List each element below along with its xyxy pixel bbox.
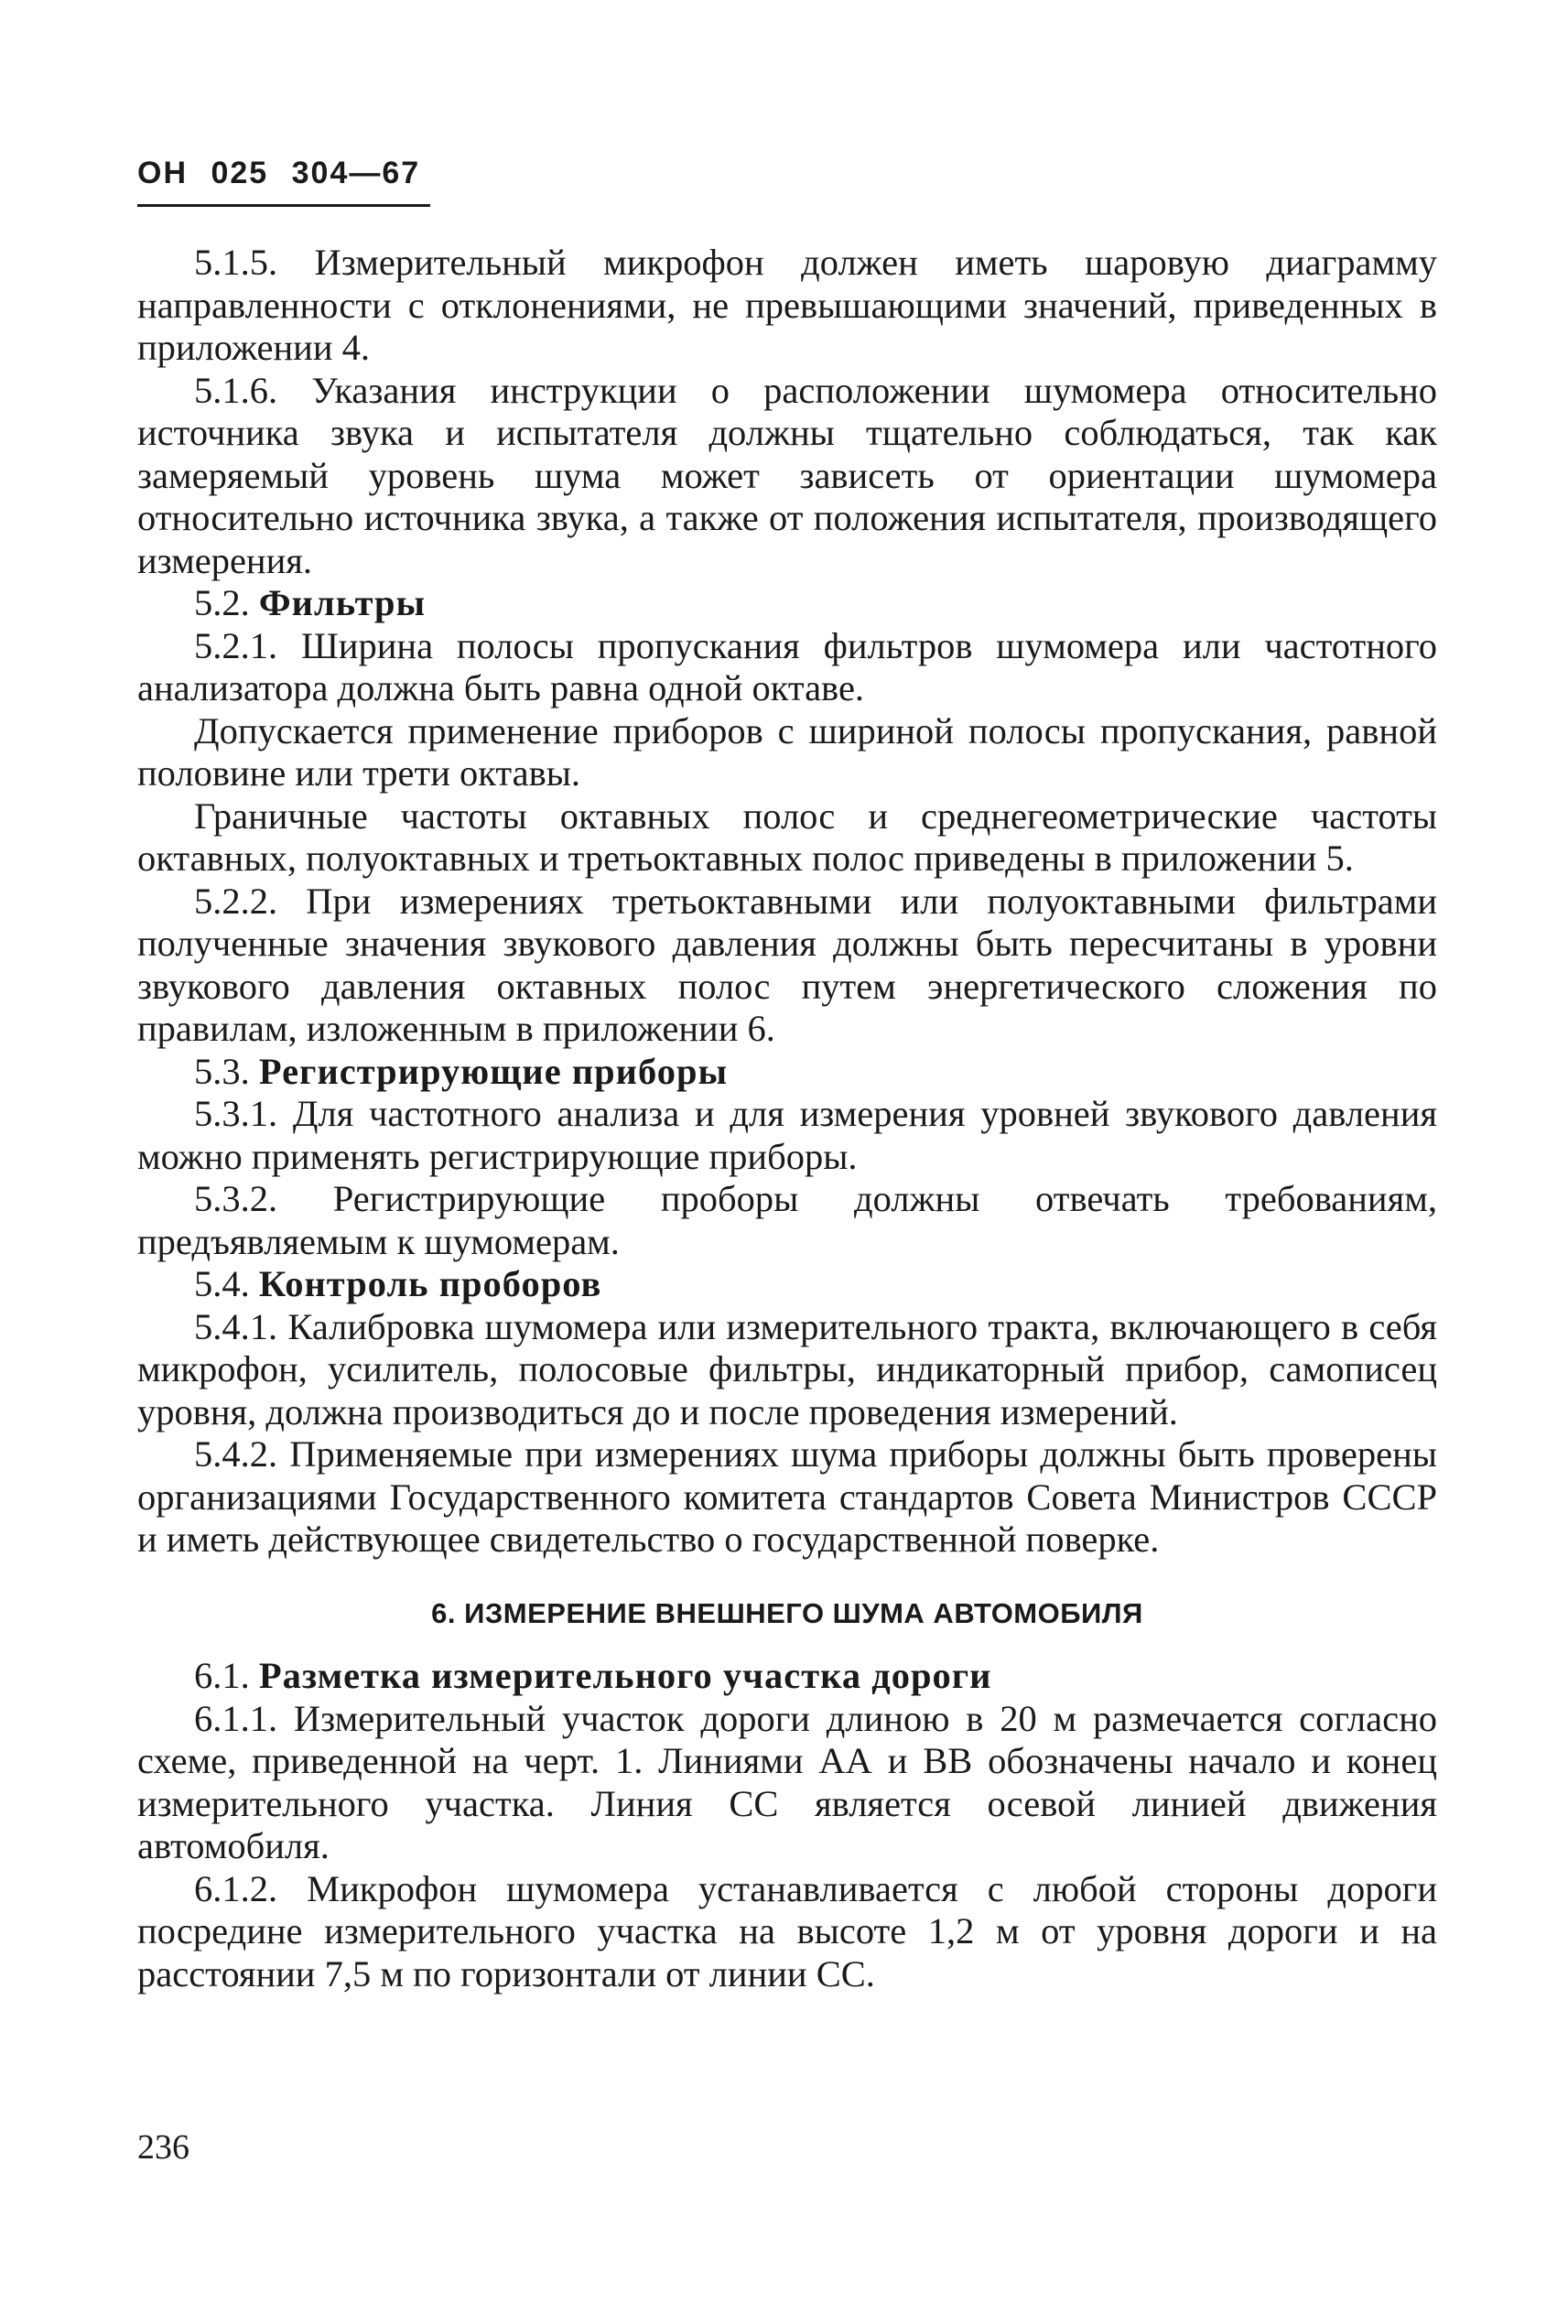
- paragraph-5-4-2: 5.4.2. Применяемые при измерениях шума приборы должны быть проверены организациями Государственного комитета стандартов Совета Министров СССР и иметь действующее свидетельство о государственной поверке.: [137, 1433, 1437, 1560]
- paragraph-5-1-6: 5.1.6. Указания инструкции о расположении шумомера относительно источника звука и испытателя должны тщательно соблюдаться, так как замеряемый уровень шума может зависеть от ориентации шумомера относительно источника звука, а также от положения испытателя, производящего измерения.: [137, 369, 1437, 581]
- heading-title: Фильтры: [258, 582, 427, 623]
- heading-number: 5.4.: [194, 1263, 250, 1304]
- page-number: 236: [137, 2128, 189, 2167]
- section-heading-6: 6. ИЗМЕРЕНИЕ ВНЕШНЕГО ШУМА АВТОМОБИЛЯ: [431, 1596, 1143, 1629]
- heading-title: Разметка измерительного участка дороги: [258, 1655, 992, 1696]
- heading-5-3: [137, 1051, 1437, 1094]
- heading-number: 6.1.: [194, 1655, 250, 1696]
- heading-number: 5.3.: [194, 1050, 250, 1092]
- paragraph-5-2-1: 5.2.1. Ширина полосы пропускания фильтров шумомера или частотного анализатора должна быть равна одной октаве.: [137, 624, 1437, 708]
- paragraph-5-3-2: 5.3.2. Регистрирующие проборы должны отвечать требованиям, предъявляемым к шумомерам.: [137, 1178, 1437, 1262]
- heading-title: Контроль проборов: [258, 1263, 602, 1304]
- paragraph-6-1-1: 6.1.1. Измерительный участок дороги длиною в 20 м размечается согласно схеме, приведенной на черт. 1. Линиями АА и ВВ обозначены начало и конец измерительного участка. Линия СС является осевой линией движения автомобиля.: [137, 1697, 1437, 1866]
- paragraph-5-2-1-c: Граничные частоты октавных полос и среднегеометрические частоты октавных, полуоктавных и третьоктавных полос приведены в приложении 5.: [137, 794, 1437, 879]
- paragraph-5-3-1: 5.3.1. Для частотного анализа и для измерения уровней звукового давления можно применять регистрирующие приборы.: [137, 1093, 1437, 1177]
- paragraph-5-2-1-b: Допускается применение приборов с шириной полосы пропускания, равной половине или трети октавы.: [137, 709, 1437, 794]
- heading-5-2: [137, 582, 1437, 625]
- heading-5-4: [137, 1263, 1437, 1306]
- document-page: [137, 156, 1437, 1995]
- heading-6-1: [137, 1655, 1437, 1698]
- heading-title: Регистрирующие приборы: [258, 1050, 729, 1092]
- paragraph-5-4-1: 5.4.1. Калибровка шумомера или измерительного тракта, включающего в себя микрофон, усилитель, полосовые фильтры, индикаторный прибор, самописец уровня, должна производиться до и после проведения измерений.: [137, 1305, 1437, 1432]
- paragraph-5-2-2: 5.2.2. При измерениях третьоктавными или полуоктавными фильтрами полученные значения звукового давления должны быть пересчитаны в уровни звукового давления октавных полос путем энергетического сложения по правилам, изложенным в приложении 6.: [137, 880, 1437, 1049]
- paragraph-5-1-5: 5.1.5. Измерительный микрофон должен иметь шаровую диаграмму направленности с отклонениями, не превышающими значений, приведенных в приложении 4.: [137, 242, 1437, 368]
- document-body: [137, 242, 1437, 1995]
- paragraph-6-1-2: 6.1.2. Микрофон шумомера устанавливается с любой стороны дороги посредине измерительного участка на высоте 1,2 м от уровня дороги и на расстоянии 7,5 м по горизонтали от линии СС.: [137, 1867, 1437, 1994]
- heading-number: 5.2.: [194, 582, 250, 623]
- document-code-header: ОН 025 304—67: [137, 156, 430, 207]
